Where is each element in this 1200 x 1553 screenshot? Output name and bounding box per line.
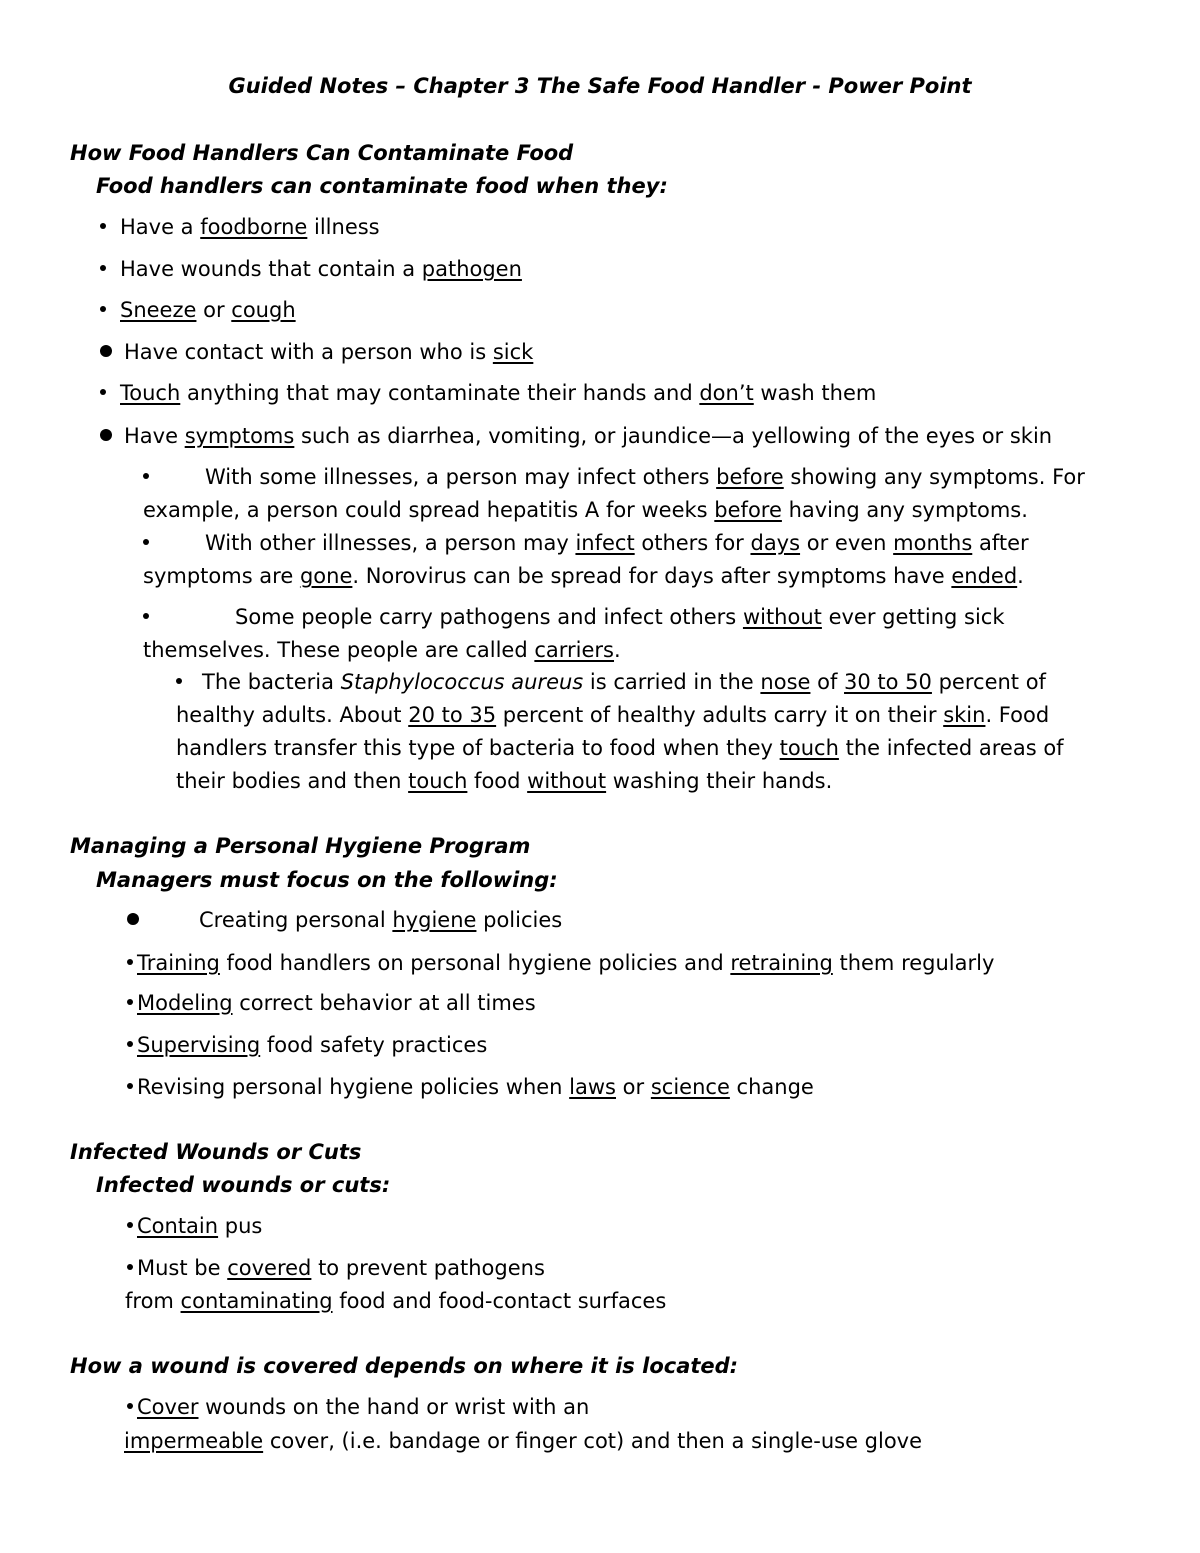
list-item: Contain pus — [127, 1216, 262, 1237]
bullet-icon — [100, 223, 106, 229]
bullet-icon — [176, 678, 182, 684]
bullet-icon — [143, 473, 149, 479]
list-item: Have symptoms such as diarrhea, vomiting, or jaundice—a yellowing of the eyes or skin — [100, 426, 1052, 447]
bullet-icon — [100, 429, 112, 441]
list-item: Revising personal hygiene policies when laws or science change — [127, 1077, 814, 1098]
list-item-continuation: handlers transfer this type of bacteria to food when they touch the infected areas of — [176, 736, 1064, 760]
section-heading-contaminate: How Food Handlers Can Contaminate Food — [70, 141, 574, 165]
list-item-continuation: impermeable cover, (i.e. bandage or finger cot) and then a single-use glove — [124, 1429, 923, 1453]
list-item: Have wounds that contain a pathogen — [100, 259, 522, 280]
section-intro-wounds: Infected wounds or cuts: — [96, 1173, 391, 1197]
list-item-continuation: symptoms are gone. Norovirus can be spread for days after symptoms have ended. — [143, 564, 1024, 588]
list-item: Cover wounds on the hand or wrist with an — [127, 1397, 589, 1418]
section-heading-cover: How a wound is covered depends on where it is located: — [70, 1354, 739, 1378]
list-item: The bacteria Staphylococcus aureus is carried in the nose of 30 to 50 percent of — [176, 672, 1046, 693]
list-item: Training food handlers on personal hygiene policies and retraining them regularly — [127, 953, 994, 974]
list-item: Modeling correct behavior at all times — [127, 993, 536, 1014]
bullet-icon — [127, 959, 133, 965]
list-item: Must be covered to prevent pathogens — [127, 1258, 545, 1279]
list-item-continuation: example, a person could spread hepatitis A for weeks before having any symptoms. — [143, 498, 1028, 522]
bullet-icon — [127, 1403, 133, 1409]
section-heading-wounds: Infected Wounds or Cuts — [70, 1140, 362, 1164]
page-title: Guided Notes – Chapter 3 The Safe Food Handler - Power Point — [228, 74, 972, 98]
list-item: Touch anything that may contaminate their hands and don’t wash them — [100, 383, 876, 404]
list-item-continuation: themselves. These people are called carriers. — [143, 638, 621, 662]
bullet-icon — [127, 1264, 133, 1270]
bullet-icon — [100, 265, 106, 271]
bullet-icon — [143, 613, 149, 619]
list-item: Have a foodborne illness — [100, 217, 380, 238]
list-item: With other illnesses, a person may infect others for days or even months after — [143, 533, 1029, 554]
list-item: Some people carry pathogens and infect others without ever getting sick — [143, 607, 1005, 628]
bullet-icon — [127, 999, 133, 1005]
bullet-icon — [127, 1041, 133, 1047]
list-item: With some illnesses, a person may infect others before showing any symptoms. For — [143, 467, 1085, 488]
bullet-icon — [143, 539, 149, 545]
bullet-icon — [100, 306, 106, 312]
list-item: Creating personal hygiene policies — [127, 910, 562, 931]
bullet-icon — [100, 389, 106, 395]
section-intro-contaminate: Food handlers can contaminate food when they: — [96, 174, 668, 198]
section-intro-hygiene: Managers must focus on the following: — [96, 868, 558, 892]
bullet-icon — [127, 913, 139, 925]
list-item-continuation: healthy adults. About 20 to 35 percent of healthy adults carry it on their skin. Food — [176, 703, 1050, 727]
bullet-icon — [127, 1083, 133, 1089]
bullet-icon — [127, 1222, 133, 1228]
list-item-continuation: from contaminating food and food-contact surfaces — [125, 1289, 667, 1313]
bullet-icon — [100, 345, 112, 357]
section-heading-hygiene: Managing a Personal Hygiene Program — [70, 834, 531, 858]
list-item: Sneeze or cough — [100, 300, 296, 321]
list-item: Supervising food safety practices — [127, 1035, 487, 1056]
list-item: Have contact with a person who is sick — [100, 342, 533, 363]
list-item-continuation: their bodies and then touch food without washing their hands. — [176, 769, 833, 793]
